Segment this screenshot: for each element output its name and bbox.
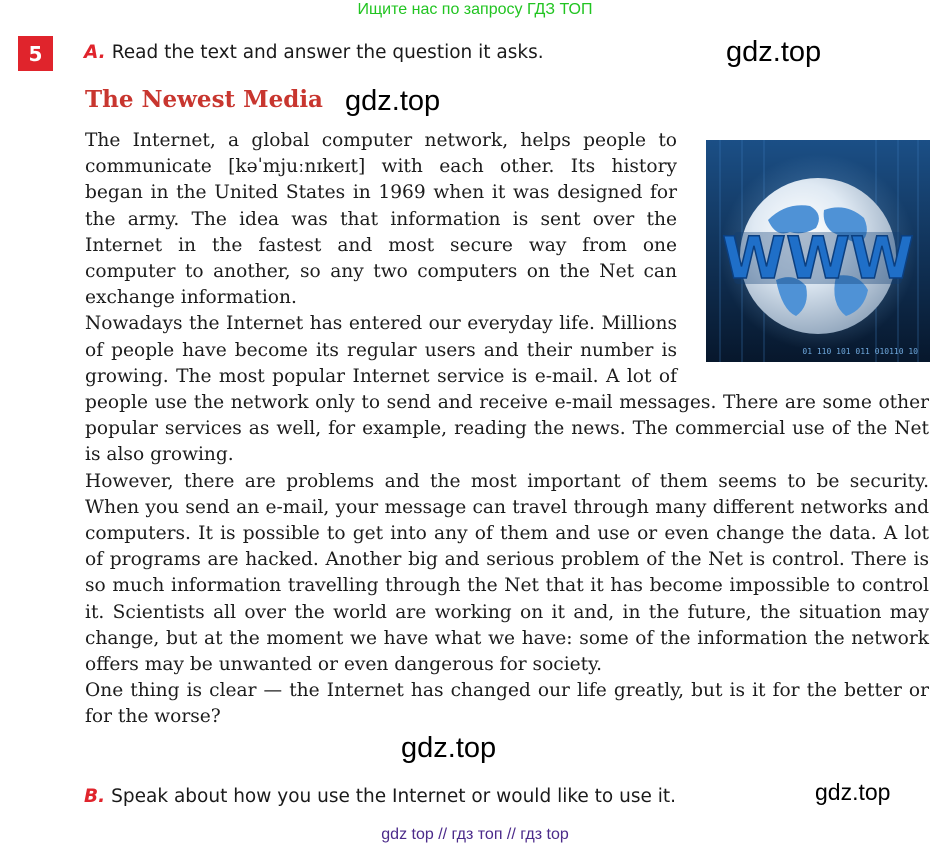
article-paragraph: Nowadays the Internet has entered our everyday life. Millions of people have become its regular users and their number is growing. The most popular Internet service is e-mail. A lot of people use the network only to send and receive e-mail messages. There are some other popular services as well, for example, reading the news. The commercial use of the Net is also growing. — [85, 313, 929, 466]
task-b-instruction — [84, 786, 676, 807]
www-logo-text: WWW — [722, 224, 914, 292]
watermark: gdz.top — [726, 36, 822, 68]
article-paragraph: The Internet, a global computer network, helps people to communicate [kəˈmjuːnɪkeɪt] with each other. Its history began in the United States in 1969 when it was designed for the army. The idea was that information is sent over the Internet in the fastest and most secure way from one computer to another, so any two computers on the Net can exchange information. — [85, 130, 677, 309]
article-title: The Newest Media — [85, 86, 323, 113]
watermark: gdz.top — [815, 779, 891, 805]
exercise-number-badge: 5 — [18, 36, 53, 71]
task-b-letter: B. — [84, 786, 106, 807]
watermark: gdz.top — [401, 732, 497, 764]
binary-code-text: 01 110 101 011 010110 10 — [802, 347, 918, 356]
article-paragraph: One thing is clear — the Internet has changed our life greatly, but is it for the better or for the worse? — [85, 680, 929, 728]
www-globe-image — [706, 140, 930, 362]
task-a-text: Read the text and answer the question it asks. — [111, 42, 544, 63]
search-banner: Ищите нас по запросу ГДЗ ТОП — [357, 1, 593, 18]
task-a-letter: A. — [84, 42, 106, 63]
watermark: gdz.top — [345, 85, 441, 117]
article-paragraph: However, there are problems and the most important of them seems to be security. When you send an e-mail, your message can travel through many different networks and computers. It is possible to get into any of them and use or even change the data. A lot of programs are hacked. Another big and serious problem of the Net is control. There is so much information travelling through the Net that it has become impossible to control it. Scientists all over the world are working on it and, in the future, the situation may change, but at the moment we have what we have: some of the information the network offers may be unwanted or even dangerous for society. — [85, 470, 929, 676]
task-a-instruction — [84, 42, 544, 63]
task-b-text: Speak about how you use the Internet or would like to use it. — [111, 786, 677, 807]
footer-links: gdz top // гдз топ // гдз top — [381, 826, 569, 843]
